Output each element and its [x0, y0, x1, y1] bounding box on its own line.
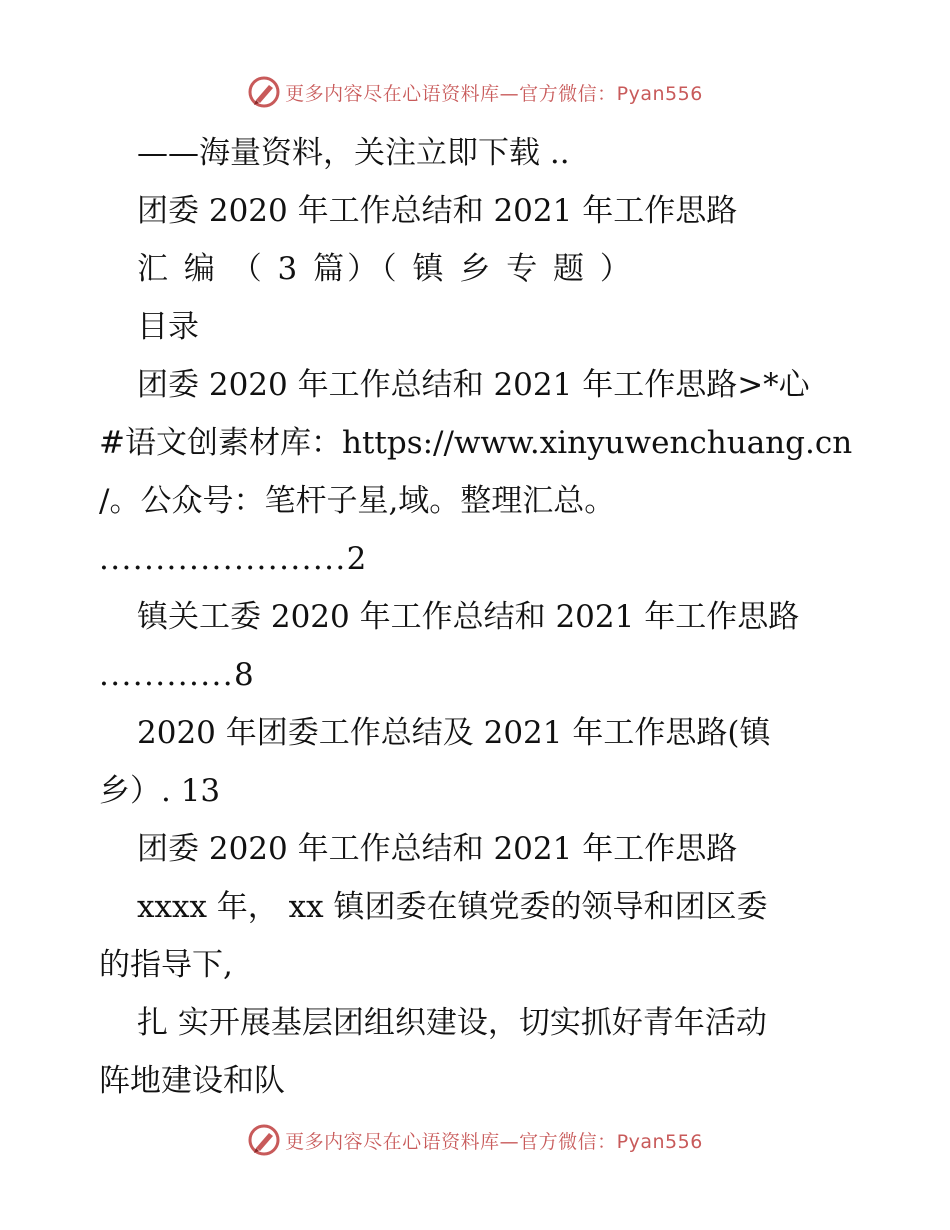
doc-title-line-2: 汇 编 （ 3 篇）（ 镇 乡 专 题 ）	[137, 251, 634, 287]
toc-entry-3: 2020 年团委工作总结及 2021 年工作思路(镇	[137, 715, 771, 751]
paragraph-line: xxxx 年， xx 镇团委在镇党委的领导和团区委	[137, 889, 768, 925]
intro-line: ——海量资料，关注立即下载 ..	[137, 135, 570, 171]
toc-entry-3-cont: 乡）. 13	[99, 773, 221, 809]
toc-entry-1-cont: /。公众号：笔杆子星,域。整理汇总。	[99, 483, 616, 519]
toc-entry-2: 镇关工委 2020 年工作总结和 2021 年工作思路	[137, 599, 800, 635]
pen-logo-icon	[247, 1123, 281, 1157]
paragraph-line: 扎 实开展基层团组织建设，切实抓好青年活动	[137, 1005, 767, 1041]
toc-entry-1-cont: #语文创素材库：https://www.xinyuwenchuang.cn	[99, 425, 853, 461]
toc-entry-1-leader: ......................2	[99, 541, 368, 577]
toc-entry-1: 团委 2020 年工作总结和 2021 年工作思路>*心	[137, 367, 810, 403]
paragraph-line: 阵地建设和队	[99, 1063, 285, 1099]
pen-logo-icon	[247, 75, 281, 109]
watermark-text: 更多内容尽在心语资料库—官方微信：Pyan556	[285, 1130, 703, 1153]
section-heading: 团委 2020 年工作总结和 2021 年工作思路	[137, 831, 738, 867]
header-watermark	[0, 72, 950, 112]
doc-title-line-1: 团委 2020 年工作总结和 2021 年工作思路	[137, 193, 738, 229]
footer-watermark	[0, 1120, 950, 1160]
toc-heading: 目录	[137, 309, 199, 345]
paragraph-line: 的指导下,	[99, 947, 233, 983]
watermark-text: 更多内容尽在心语资料库—官方微信：Pyan556	[285, 82, 703, 105]
toc-entry-2-leader: ............8	[99, 657, 256, 693]
